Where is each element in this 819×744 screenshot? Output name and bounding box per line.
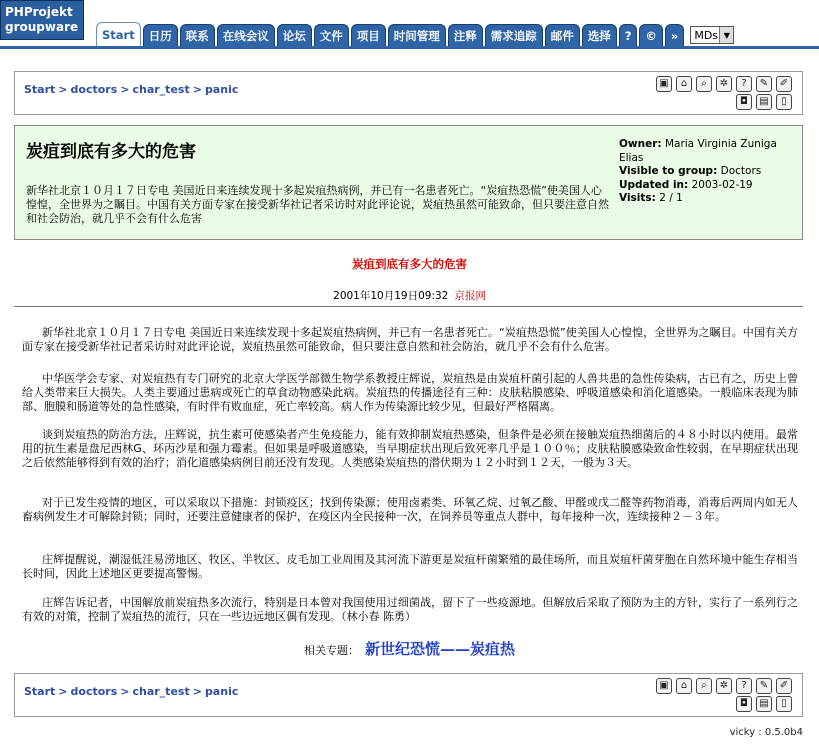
article-date: 2001年10月19日09:32 (333, 290, 449, 302)
new-page-icon[interactable]: ▯ (776, 94, 792, 110)
related-label: 相关专题： (303, 644, 359, 657)
tab-notes[interactable]: 注释 (448, 24, 483, 46)
logo-line-2: groupware (5, 20, 79, 34)
chevron-down-icon[interactable]: ▼ (719, 27, 733, 43)
breadcrumb-bar-top (14, 71, 803, 115)
folder-icon[interactable]: ⌂ (676, 678, 692, 694)
owner-value: Maria Virginia Zuniga Elias (619, 138, 777, 164)
article-paragraph: 庄辉提醒说，潮湿低洼易涝地区、牧区、半牧区、皮毛加工业周围及其河流下游更是炭疽杆菌繁殖的最佳场所，而且炭疽杆菌芽胞在自然环境中能生存相当长时间，因此上述地区更要提高警惕。 (22, 553, 798, 580)
app-logo[interactable] (0, 0, 84, 40)
related-topic-link[interactable]: 新世纪恐慌——炭疽热 (364, 640, 515, 658)
group-value: Doctors (720, 165, 762, 177)
updated-value: 2003-02-19 (691, 178, 753, 191)
breadcrumb (24, 83, 238, 96)
tab-files[interactable]: 文件 (314, 24, 349, 46)
main-tabs (96, 22, 734, 46)
tab-start[interactable]: Start (96, 22, 141, 46)
article-title: 炭疽到底有多大的危害 (352, 257, 467, 271)
document-info-box (14, 125, 803, 240)
related-topic (0, 638, 819, 659)
tools-icon[interactable]: ✎ (756, 678, 772, 694)
tab-timecard[interactable]: 时间管理 (388, 24, 446, 46)
article-paragraph: 新华社北京１０月１７日专电 美国近日来连续发现十多起炭疽热病例，并已有一名患者死亡。“炭疽热恐慌”使美国人心惶惶，全世界为之瞩目。中国有关方面专家在接受新华社记者采访时对此评论说，炭疽热虽然可能致命，但只要注意自然和社会防治，就几乎不会有什么危害。 (22, 326, 798, 353)
breadcrumb (24, 685, 238, 698)
tab-projects[interactable]: 项目 (351, 24, 386, 46)
lock-icon[interactable]: ◘ (736, 94, 752, 110)
breadcrumb-separator: > (120, 685, 130, 698)
article-source-link[interactable]: 京报网 (454, 290, 486, 302)
tab-more[interactable]: » (665, 24, 684, 46)
document-summary: 新华社北京１０月１７日专电 美国近日来连续发现十多起炭疽热病例，并已有一名患者死亡。“炭疽热恐慌”使美国人心惶惶，全世界为之瞩目。中国有关方面专家在接受新华社记者采访时对此评论说，炭疽热虽然可能致命，但只要注意自然和社会防治，就几乎不会有什么危害 (26, 184, 609, 225)
tab-online-meeting[interactable]: 在线会议 (217, 24, 275, 46)
breadcrumb-separator: > (58, 83, 68, 96)
box-icon[interactable]: ▣ (656, 76, 672, 92)
article-paragraph: 对于已发生疫情的地区，可以采取以下措施：封锁疫区；找到传染源；使用卤素类、环氧乙烷、过氧乙酸、甲醛或戊二醛等药物消毒，消毒后两周内如无人畜病例发生才可解除封锁；同时，还要注意健康者的保护，在疫区内全民接种一次，在饲养员等重点人群中，每年接种一次，连续接种２－３年。 (22, 496, 798, 523)
article-paragraph: 中华医学会专家、对炭疽热有专门研究的北京大学医学部微生物学系教授庄辉说，炭疽热是由炭疽杆菌引起的人兽共患的急性传染病，古已有之，历史上曾给人类带来巨大损失。人类主要通过患病或死亡的草食动物感染此病。炭疽热的传播途径有三种：皮肤粘膜感染、呼吸道感染和消化道感染。一般临床表现为肺部、胞膜和肠道等处的急性感染，有时伴有败血症，死亡率较高。病人作为传染源比较少见，但最好严格隔离。 (22, 372, 798, 413)
breadcrumb-separator: > (120, 83, 130, 96)
breadcrumb-char-test[interactable]: char_test (132, 685, 190, 698)
updated-label: Updated in: (619, 178, 689, 191)
divider (14, 306, 803, 307)
module-select-value: MDs (694, 28, 719, 42)
tools-icon[interactable]: ✎ (756, 76, 772, 92)
logo-line-1: PHProjekt (5, 5, 73, 19)
version-label: vicky : 0.5.0b4 (729, 727, 803, 738)
trash-icon[interactable]: ▤ (756, 696, 772, 712)
help-icon[interactable]: ? (736, 678, 752, 694)
trash-icon[interactable]: ▤ (756, 94, 772, 110)
search-icon[interactable]: ⌕ (696, 76, 712, 92)
edit-icon[interactable]: ✐ (776, 678, 792, 694)
breadcrumb-start[interactable]: Start (24, 83, 56, 96)
tab-forum[interactable]: 论坛 (277, 24, 312, 46)
help-icon[interactable]: ? (736, 76, 752, 92)
breadcrumb-separator: > (192, 83, 202, 96)
group-label: Visible to group: (619, 165, 718, 177)
edit-icon[interactable]: ✐ (776, 76, 792, 92)
breadcrumb-start[interactable]: Start (24, 685, 56, 698)
toolbar-icons (652, 678, 792, 712)
tab-calendar[interactable]: 日历 (143, 24, 178, 46)
tab-mail[interactable]: 邮件 (545, 24, 580, 46)
visits-value: 2 / 1 (659, 192, 683, 204)
module-select[interactable] (690, 26, 734, 44)
gear-icon[interactable]: ✲ (716, 76, 732, 92)
breadcrumb-char-test[interactable]: char_test (132, 83, 190, 96)
breadcrumb-panic[interactable]: panic (204, 83, 239, 96)
search-icon[interactable]: ⌕ (696, 678, 712, 694)
folder-icon[interactable]: ⌂ (676, 76, 692, 92)
tab-contacts[interactable]: 联系 (180, 24, 215, 46)
tab-settings[interactable]: 选择 (582, 24, 617, 46)
tab-help[interactable]: ? (619, 24, 638, 46)
new-page-icon[interactable]: ▯ (776, 696, 792, 712)
box-icon[interactable]: ▣ (656, 678, 672, 694)
tab-helpdesk[interactable]: 需求追踪 (485, 24, 543, 46)
breadcrumb-doctors[interactable]: doctors (70, 685, 118, 698)
toolbar-icons (652, 76, 792, 110)
article-paragraph: 谈到炭疽热的防治方法，庄辉说，抗生素可使感染者产生免疫能力，能有效抑制炭疽热感染，但条件是必须在接触炭疽热细菌后的４８小时以内使用。最常用的抗生素是盘尼西林G、环丙沙星和强力霉素。但如果是呼吸道感染，当早期症状出现后致死率几乎是１００％；皮肤粘膜感染致命性较弱，在早期症状出现之后依然能够得到有效的治疗；消化道感染病例目前还没有发现。人类感染炭疽热的潜伏期为１２小时到１２天，一般为３天。 (22, 428, 798, 469)
gear-icon[interactable]: ✲ (716, 678, 732, 694)
visits-label: Visits: (619, 192, 656, 204)
document-meta (619, 138, 802, 206)
tab-copyright[interactable]: © (639, 24, 663, 46)
breadcrumb-separator: > (58, 685, 68, 698)
breadcrumb-doctors[interactable]: doctors (70, 83, 118, 96)
breadcrumb-bar-bottom (14, 673, 803, 717)
owner-label: Owner: (619, 138, 662, 150)
document-title: 炭疽到底有多大的危害 (26, 142, 196, 162)
breadcrumb-separator: > (192, 685, 202, 698)
lock-icon[interactable]: ◘ (736, 696, 752, 712)
breadcrumb-panic[interactable]: panic (204, 685, 239, 698)
article-paragraph: 庄辉告诉记者，中国解放前炭疽热多次流行，特别是日本曾对我国使用过细菌战，留下了一些疫源地。但解放后采取了预防为主的方针，实行了一系列行之有效的对策，控制了炭疽热的流行，只在一些边远地区偶有发现。（林小春 陈勇） (22, 596, 798, 623)
tab-baseline (0, 46, 819, 49)
article-dateline (0, 288, 819, 303)
